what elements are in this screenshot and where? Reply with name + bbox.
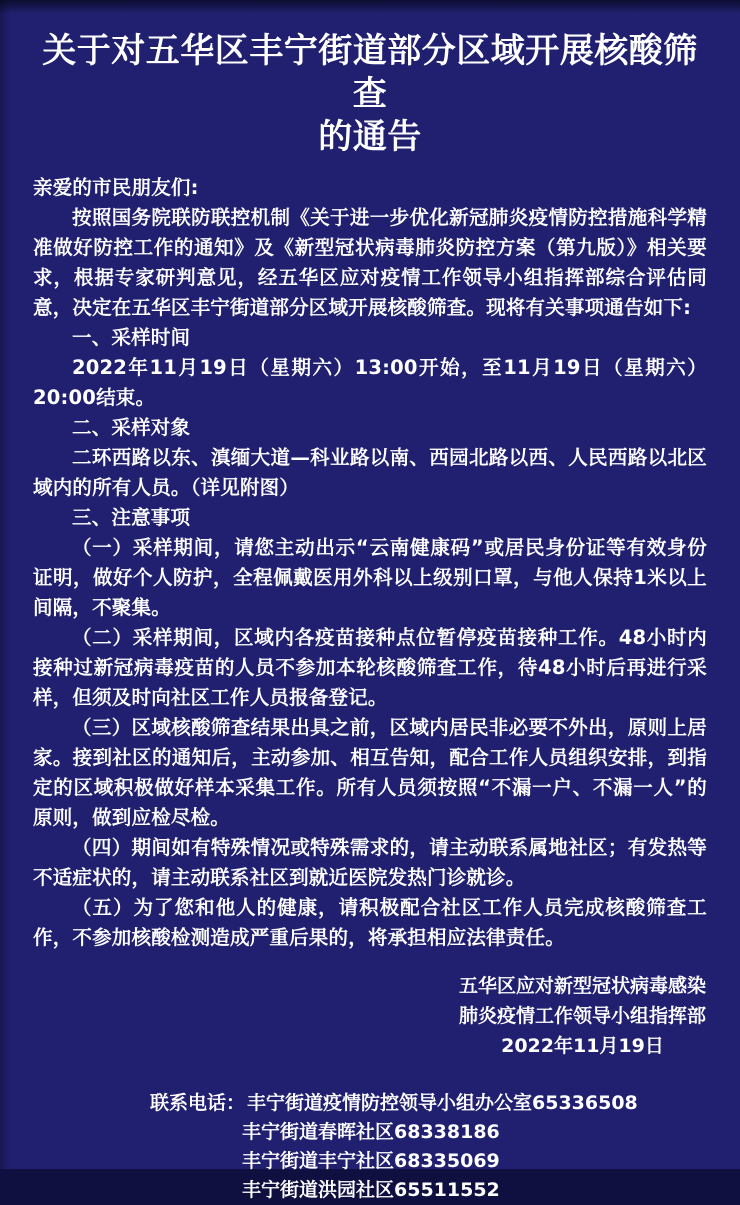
section-3-item-2: （二）采样期间，区域内各疫苗接种点位暂停疫苗接种工作。48小时内接种过新冠病毒疫苗的人员不参加本轮核酸筛查工作，待48小时后再进行采样，但须及时向社区工作人员报备登记。 [33, 626, 707, 709]
section-3-heading: 三、注意事项 [72, 506, 191, 529]
section-2-heading: 二、采样对象 [72, 416, 191, 439]
contact-line-hongyuan: 丰宁街道洪园社区65511552 [242, 1179, 500, 1201]
intro-paragraph: 按照国务院联防联控机制《关于进一步优化新冠肺炎疫情防控措施科学精准做好防控工作的通知》及《新型冠状病毒肺炎防控方案（第九版）》相关要求，根据专家研判意见，经五华区应对疫情工作领导小组指挥部综合评估同意，决定在五华区丰宁街道部分区域开展核酸筛查。现将有关事项通告如下: [33, 206, 707, 319]
contact-section [0, 1089, 740, 1205]
notice-title [0, 0, 740, 159]
section-3-item-3: （三）区域核酸筛查结果出具之前，区域内居民非必要不外出，原则上居家。接到社区的通知后，主动参加、相互告知，配合工作人员组织安排，到指定的区域积极做好样本采集工作。所有人员须按照“不漏一户、不漏一人”的原则，做到应检尽检。 [33, 716, 707, 829]
signature-org-line2: 肺炎疫情工作领导小组指挥部 [458, 1005, 706, 1027]
signature-date: 2022年11月19日 [501, 1035, 664, 1057]
contact-line-fengning: 丰宁街道丰宁社区68335069 [242, 1150, 500, 1172]
contact-label: 联系电话： [150, 1092, 246, 1114]
salutation: 亲爱的市民朋友们: [33, 176, 199, 199]
contact-office-phone: 丰宁街道疫情防控领导小组办公室65336508 [247, 1092, 638, 1114]
signature-block [0, 971, 740, 1061]
section-2-paragraph: 二环西路以东、滇缅大道—科业路以南、西园北路以西、人民西路以北区域内的所有人员。（详见附图） [33, 446, 707, 499]
contact-line-chunhui: 丰宁街道春晖社区68338186 [242, 1121, 500, 1143]
signature-org-line1: 五华区应对新型冠状病毒感染 [458, 975, 706, 997]
section-3-item-1: （一）采样期间，请您主动出示“云南健康码”或居民身份证等有效身份证明，做好个人防护，全程佩戴医用外科以上级别口罩，与他人保持1米以上间隔，不聚集。 [33, 536, 707, 619]
section-1-heading: 一、采样时间 [72, 326, 191, 349]
section-1-paragraph: 2022年11月19日（星期六）13:00开始，至11月19日（星期六）20:00结束。 [33, 356, 707, 409]
notice-title-line1: 关于对五华区丰宁街道部分区域开展核酸筛查 [42, 31, 698, 114]
section-3-item-4: （四）期间如有特殊情况或特殊需求的，请主动联系属地社区；有发热等不适症状的，请主动联系社区到就近医院发热门诊就诊。 [33, 836, 707, 889]
contact-line-office [150, 1089, 740, 1118]
signature-inner [459, 971, 706, 1061]
section-3-item-5: （五）为了您和他人的健康，请积极配合社区工作人员完成核酸筛查工作，不参加核酸检测造成严重后果的，将承担相应法律责任。 [33, 896, 707, 949]
notice-body [33, 173, 707, 953]
notice-title-line2: 的通告 [318, 117, 422, 157]
